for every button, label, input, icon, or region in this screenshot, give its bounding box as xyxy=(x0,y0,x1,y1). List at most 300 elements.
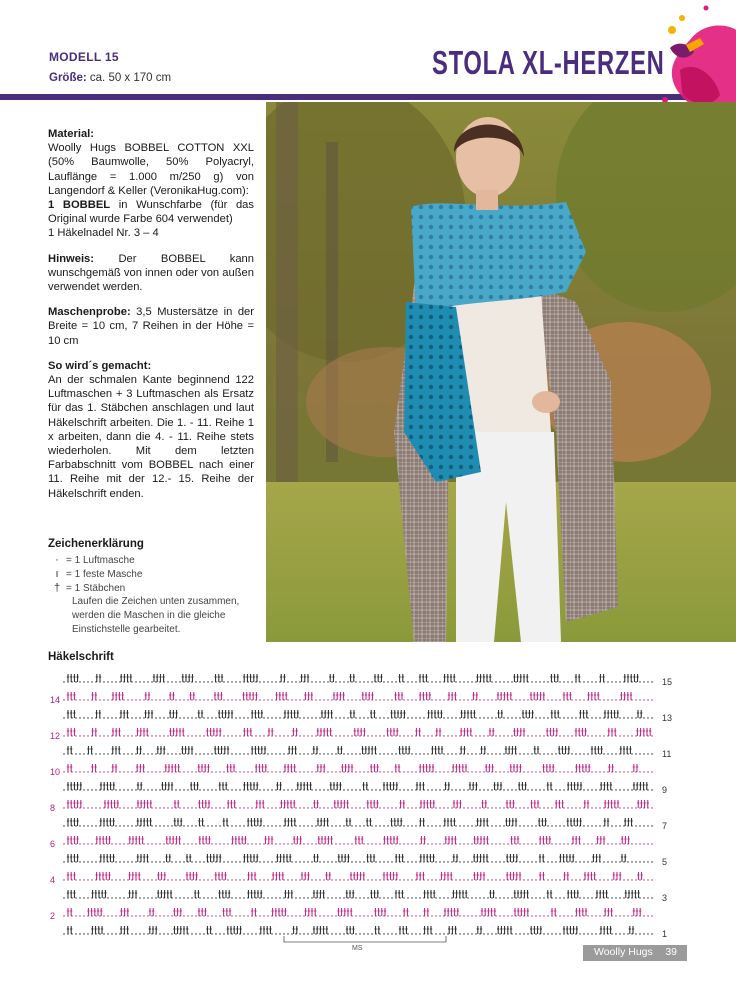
chart-chain-dot xyxy=(475,717,476,718)
chart-chain-dot xyxy=(531,681,532,682)
chart-chain-dot xyxy=(295,771,296,772)
chart-chain-dot xyxy=(79,843,80,844)
chart-chain-dot xyxy=(595,879,596,880)
chart-chain-dot xyxy=(339,861,340,862)
chart-chain-dot xyxy=(615,717,616,718)
row-number-left: 14 xyxy=(50,695,61,705)
chart-chain-dot xyxy=(551,879,552,880)
chart-chain-dot xyxy=(595,717,596,718)
header-rule xyxy=(0,94,690,100)
chart-chain-dot xyxy=(235,699,236,700)
chart-chain-dot xyxy=(603,699,604,700)
chart-chain-dot xyxy=(515,789,516,790)
chart-chain-dot xyxy=(147,771,148,772)
chart-chain-dot xyxy=(343,789,344,790)
chart-chain-dot xyxy=(131,861,132,862)
chart-chain-dot xyxy=(183,861,184,862)
chart-chain-dot xyxy=(255,789,256,790)
chart-chain-dot xyxy=(379,735,380,736)
chart-chain-dot xyxy=(151,735,152,736)
chart-chain-dot xyxy=(307,861,308,862)
chart-chain-dot xyxy=(195,771,196,772)
chart-chain-dot xyxy=(623,897,624,898)
material-hook: 1 Häkelnadel Nr. 3 – 4 xyxy=(48,227,159,240)
chart-chain-dot xyxy=(299,915,300,916)
chart-chain-dot xyxy=(435,897,436,898)
chart-chain-dot xyxy=(135,807,136,808)
chart-chain-dot xyxy=(599,753,600,754)
chart-chain-dot xyxy=(455,681,456,682)
chart-chain-dot xyxy=(427,879,428,880)
chart-chain-dot xyxy=(95,825,96,826)
chart-chain-dot xyxy=(483,717,484,718)
chart-chain-dot xyxy=(75,915,76,916)
chart-chain-dot xyxy=(491,735,492,736)
chart-chain-dot xyxy=(207,879,208,880)
chart-chain-dot xyxy=(647,933,648,934)
chart-chain-dot xyxy=(391,771,392,772)
chart-chain-dot xyxy=(303,699,304,700)
chart-chain-dot xyxy=(603,879,604,880)
chart-chain-dot xyxy=(151,771,152,772)
chart-chain-dot xyxy=(479,807,480,808)
chart-chain-dot xyxy=(571,717,572,718)
chart-chain-dot xyxy=(195,915,196,916)
chart-chain-dot xyxy=(239,735,240,736)
chart-chain-dot xyxy=(643,699,644,700)
chart-chain-dot xyxy=(415,789,416,790)
chart-chain-dot xyxy=(339,717,340,718)
chart-chain-dot xyxy=(627,933,628,934)
chart-chain-dot xyxy=(155,771,156,772)
chart-chain-dot xyxy=(171,861,172,862)
chart-chain-dot xyxy=(543,789,544,790)
chart-chain-dot xyxy=(647,771,648,772)
chart-chain-dot xyxy=(187,861,188,862)
chart-chain-dot xyxy=(171,753,172,754)
gauge-section xyxy=(48,305,254,348)
chart-chain-dot xyxy=(651,861,652,862)
chart-chain-dot xyxy=(579,897,580,898)
chart-chain-dot xyxy=(391,897,392,898)
chart-chain-dot xyxy=(123,843,124,844)
chart-chain-dot xyxy=(403,843,404,844)
chart-chain-dot xyxy=(615,879,616,880)
chart-chain-dot xyxy=(179,897,180,898)
chart-chain-dot xyxy=(595,699,596,700)
chart-chain-dot xyxy=(183,897,184,898)
chart-chain-dot xyxy=(635,879,636,880)
chart-chain-dot xyxy=(151,699,152,700)
chart-chain-dot xyxy=(383,897,384,898)
chart-chain-dot xyxy=(359,825,360,826)
chart-chain-dot xyxy=(355,807,356,808)
chart-chain-dot xyxy=(267,699,268,700)
chart-chain-dot xyxy=(279,753,280,754)
chart-chain-dot xyxy=(335,771,336,772)
chart-chain-dot xyxy=(411,753,412,754)
legend-note: Laufen die Zeichen unten zusammen, werden die Maschen in die gleiche Einstichstelle gearbeitet. xyxy=(72,596,240,635)
chart-chain-dot xyxy=(543,717,544,718)
chart-chain-dot xyxy=(643,861,644,862)
chart-chain-dot xyxy=(135,753,136,754)
chart-chain-dot xyxy=(175,825,176,826)
chart-chain-dot xyxy=(359,789,360,790)
chart-chain-dot xyxy=(439,771,440,772)
chart-chain-dot xyxy=(583,735,584,736)
chart-chain-dot xyxy=(575,825,576,826)
chart-chain-dot xyxy=(391,699,392,700)
chart-chain-dot xyxy=(243,807,244,808)
chart-chain-dot xyxy=(355,753,356,754)
chart-chain-dot xyxy=(651,825,652,826)
chart-chain-dot xyxy=(239,717,240,718)
chart-chain-dot xyxy=(63,771,64,772)
chart-chain-dot xyxy=(483,789,484,790)
chart-chain-dot xyxy=(131,771,132,772)
chart-chain-dot xyxy=(203,861,204,862)
chart-chain-dot xyxy=(79,681,80,682)
chart-chain-dot xyxy=(119,789,120,790)
chart-chain-dot xyxy=(451,861,452,862)
chart-chain-dot xyxy=(259,897,260,898)
chart-chain-dot xyxy=(547,825,548,826)
chart-chain-dot xyxy=(331,735,332,736)
chart-chain-dot xyxy=(107,879,108,880)
chart-chain-dot xyxy=(439,717,440,718)
chart-chain-dot xyxy=(431,735,432,736)
chart-chain-dot xyxy=(591,897,592,898)
chart-chain-dot xyxy=(603,735,604,736)
chart-chain-dot xyxy=(491,789,492,790)
chart-chain-dot xyxy=(471,897,472,898)
chart-chain-dot xyxy=(467,771,468,772)
chart-chain-dot xyxy=(411,717,412,718)
chart-chain-dot xyxy=(487,861,488,862)
chart-chain-dot xyxy=(575,699,576,700)
chart-chain-dot xyxy=(167,771,168,772)
chart-chain-dot xyxy=(515,717,516,718)
chart-chain-dot xyxy=(239,807,240,808)
chart-chain-dot xyxy=(91,681,92,682)
chart-chain-dot xyxy=(87,807,88,808)
chart-chain-dot xyxy=(595,843,596,844)
chart-chain-dot xyxy=(383,825,384,826)
chart-chain-dot xyxy=(535,915,536,916)
chart-chain-dot xyxy=(419,915,420,916)
chart-chain-dot xyxy=(411,789,412,790)
chart-chain-dot xyxy=(63,807,64,808)
chart-chain-dot xyxy=(499,771,500,772)
chart-chain-dot xyxy=(599,735,600,736)
chart-chain-dot xyxy=(175,789,176,790)
chart-chain-dot xyxy=(339,807,340,808)
chart-chain-dot xyxy=(323,699,324,700)
chart-chain-dot xyxy=(215,861,216,862)
chart-chain-dot xyxy=(539,717,540,718)
chart-chain-dot xyxy=(303,717,304,718)
chart-chain-dot xyxy=(627,861,628,862)
chart-chain-dot xyxy=(495,771,496,772)
chart-chain-dot xyxy=(111,843,112,844)
chart-chain-dot xyxy=(411,771,412,772)
chart-chain-dot xyxy=(247,933,248,934)
chart-chain-dot xyxy=(419,753,420,754)
chart-chain-dot xyxy=(503,861,504,862)
chart-chain-dot xyxy=(587,717,588,718)
chart-chain-dot xyxy=(239,699,240,700)
chart-chain-dot xyxy=(479,789,480,790)
chart-chain-dot xyxy=(527,789,528,790)
chart-chain-dot xyxy=(367,717,368,718)
chart-chain-dot xyxy=(531,699,532,700)
chart-chain-dot xyxy=(191,717,192,718)
chart-chain-dot xyxy=(75,825,76,826)
chart-chain-dot xyxy=(119,879,120,880)
chart-chain-dot xyxy=(215,717,216,718)
chart-chain-dot xyxy=(207,699,208,700)
chart-chain-dot xyxy=(155,699,156,700)
chart-chain-dot xyxy=(559,681,560,682)
chart-chain-dot xyxy=(383,915,384,916)
chart-chain-dot xyxy=(451,717,452,718)
chart-chain-dot xyxy=(615,681,616,682)
chart-chain-dot xyxy=(535,699,536,700)
chart-chain-dot xyxy=(247,843,248,844)
chart-chain-dot xyxy=(623,771,624,772)
chart-chain-dot xyxy=(203,843,204,844)
chart-chain-dot xyxy=(107,933,108,934)
chart-chain-dot xyxy=(387,717,388,718)
chart-chain-dot xyxy=(651,879,652,880)
chart-chain-dot xyxy=(135,717,136,718)
chart-chain-dot xyxy=(551,825,552,826)
chart-chain-dot xyxy=(211,753,212,754)
chart-chain-dot xyxy=(487,879,488,880)
chart-chain-dot xyxy=(195,717,196,718)
chart-chain-dot xyxy=(155,681,156,682)
chart-chain-dot xyxy=(523,843,524,844)
chart-chain-dot xyxy=(239,879,240,880)
chart-chain-dot xyxy=(391,753,392,754)
chart-chain-dot xyxy=(351,735,352,736)
chart-chain-dot xyxy=(615,933,616,934)
hint-section xyxy=(48,252,254,295)
chart-chain-dot xyxy=(143,915,144,916)
chart-chain-dot xyxy=(255,735,256,736)
chart-chain-dot xyxy=(127,789,128,790)
material-section xyxy=(48,127,254,241)
chart-chain-dot xyxy=(115,879,116,880)
chart-chain-dot xyxy=(599,915,600,916)
chart-chain-dot xyxy=(579,789,580,790)
chart-chain-dot xyxy=(327,699,328,700)
chart-chain-dot xyxy=(63,717,64,718)
chart-chain-dot xyxy=(211,861,212,862)
chart-chain-dot xyxy=(367,735,368,736)
how-section xyxy=(48,359,254,501)
chart-chain-dot xyxy=(411,699,412,700)
chart-chain-dot xyxy=(615,915,616,916)
chart-chain-dot xyxy=(527,825,528,826)
chart-chain-dot xyxy=(211,807,212,808)
chart-chain-dot xyxy=(271,897,272,898)
chart-chain-dot xyxy=(599,771,600,772)
chart-chain-dot xyxy=(215,897,216,898)
chart-chain-dot xyxy=(223,933,224,934)
chart-chain-dot xyxy=(151,825,152,826)
chart-chain-dot xyxy=(195,699,196,700)
chart-chain-dot xyxy=(379,771,380,772)
material-body: Woolly Hugs BOBBEL COTTON XXL (50% Baumwolle, 50% Polyacryl, Lauflänge = 1.000 m/250 g) von Langendorf & Keller (VeronikaHug.com): xyxy=(48,142,254,197)
chart-chain-dot xyxy=(631,717,632,718)
chart-chain-dot xyxy=(595,789,596,790)
chart-chain-dot xyxy=(231,897,232,898)
chart-chain-dot xyxy=(631,843,632,844)
chart-chain-dot xyxy=(231,771,232,772)
repeat-bracket xyxy=(284,936,446,942)
chart-chain-dot xyxy=(487,753,488,754)
chart-chain-dot xyxy=(107,897,108,898)
chart-chain-dot xyxy=(455,807,456,808)
chart-chain-dot xyxy=(151,753,152,754)
chart-chain-dot xyxy=(263,879,264,880)
chart-chain-dot xyxy=(635,825,636,826)
chart-chain-dot xyxy=(183,771,184,772)
chart-chain-dot xyxy=(243,771,244,772)
chart-chain-dot xyxy=(511,933,512,934)
chart-chain-dot xyxy=(295,879,296,880)
chart-chain-dot xyxy=(243,897,244,898)
chart-chain-dot xyxy=(187,681,188,682)
chart-chain-dot xyxy=(187,717,188,718)
chart-chain-dot xyxy=(511,861,512,862)
chart-chain-dot xyxy=(507,735,508,736)
chart-chain-dot xyxy=(335,915,336,916)
chart-chain-dot xyxy=(227,735,228,736)
chart-chain-dot xyxy=(207,717,208,718)
chart-chain-dot xyxy=(63,843,64,844)
chart-chain-dot xyxy=(243,753,244,754)
chart-chain-dot xyxy=(571,825,572,826)
chart-chain-dot xyxy=(587,753,588,754)
chart-chain-dot xyxy=(287,735,288,736)
chart-chain-dot xyxy=(619,897,620,898)
chart-chain-dot xyxy=(551,897,552,898)
chart-chain-dot xyxy=(403,753,404,754)
chart-chain-dot xyxy=(531,789,532,790)
chart-chain-dot xyxy=(543,933,544,934)
chart-chain-dot xyxy=(227,681,228,682)
chart-chain-dot xyxy=(567,771,568,772)
chart-chain-dot xyxy=(335,825,336,826)
chart-chain-dot xyxy=(211,879,212,880)
chart-chain-dot xyxy=(111,915,112,916)
chart-chain-dot xyxy=(119,807,120,808)
chart-chain-dot xyxy=(311,807,312,808)
chart-chain-dot xyxy=(291,735,292,736)
chart-chain-dot xyxy=(267,753,268,754)
chart-chain-dot xyxy=(371,807,372,808)
chart-chain-dot xyxy=(491,825,492,826)
chart-chain-dot xyxy=(223,789,224,790)
chart-chain-dot xyxy=(251,789,252,790)
chart-chain-dot xyxy=(623,843,624,844)
chart-chain-dot xyxy=(115,843,116,844)
chart-chain-dot xyxy=(131,915,132,916)
chart-chain-dot xyxy=(499,681,500,682)
chart-chain-dot xyxy=(151,843,152,844)
chart-chain-dot xyxy=(407,825,408,826)
chart-chain-dot xyxy=(103,879,104,880)
chart-chain-dot xyxy=(175,681,176,682)
chart-chain-dot xyxy=(455,861,456,862)
chart-chain-dot xyxy=(247,807,248,808)
chart-chain-dot xyxy=(167,699,168,700)
chart-chain-dot xyxy=(647,861,648,862)
chart-chain-dot xyxy=(559,843,560,844)
chart-chain-dot xyxy=(587,897,588,898)
chart-chain-dot xyxy=(367,933,368,934)
chart-chain-dot xyxy=(351,807,352,808)
chart-chain-dot xyxy=(467,681,468,682)
chart-chain-dot xyxy=(367,753,368,754)
chart-chain-dot xyxy=(87,897,88,898)
chart-chain-dot xyxy=(375,843,376,844)
chart-chain-dot xyxy=(307,735,308,736)
chart-chain-dot xyxy=(615,861,616,862)
chart-chain-dot xyxy=(251,771,252,772)
chart-chain-dot xyxy=(347,825,348,826)
chart-chain-dot xyxy=(519,699,520,700)
chart-chain-dot xyxy=(503,843,504,844)
chart-chain-dot xyxy=(463,681,464,682)
chart-chain-dot xyxy=(131,753,132,754)
chart-chain-dot xyxy=(327,933,328,934)
chart-chain-dot xyxy=(563,681,564,682)
chart-chain-dot xyxy=(515,933,516,934)
chart-chain-dot xyxy=(523,699,524,700)
chart-chain-dot xyxy=(263,915,264,916)
chart-chain-dot xyxy=(315,843,316,844)
chart-chain-dot xyxy=(131,681,132,682)
chart-chain-dot xyxy=(435,825,436,826)
chart-chain-dot xyxy=(363,753,364,754)
chart-chain-dot xyxy=(183,843,184,844)
chart-chain-dot xyxy=(579,933,580,934)
chart-chain-dot xyxy=(339,681,340,682)
chart-chain-dot xyxy=(343,843,344,844)
chart-chain-dot xyxy=(99,735,100,736)
chart-chain-dot xyxy=(375,735,376,736)
chart-chain-dot xyxy=(195,933,196,934)
chart-chain-dot xyxy=(327,789,328,790)
chart-chain-dot xyxy=(219,807,220,808)
chart-chain-dot xyxy=(571,843,572,844)
chart-chain-dot xyxy=(567,681,568,682)
chart-chain-dot xyxy=(127,843,128,844)
chart-chain-dot xyxy=(471,843,472,844)
chart-chain-dot xyxy=(575,861,576,862)
chart-chain-dot xyxy=(543,681,544,682)
row-number-left: 12 xyxy=(50,731,61,741)
chart-chain-dot xyxy=(375,879,376,880)
chart-chain-dot xyxy=(351,879,352,880)
row-number-right: 9 xyxy=(662,785,668,795)
chart-chain-dot xyxy=(419,843,420,844)
chart-chain-dot xyxy=(463,699,464,700)
chart-chain-dot xyxy=(527,879,528,880)
